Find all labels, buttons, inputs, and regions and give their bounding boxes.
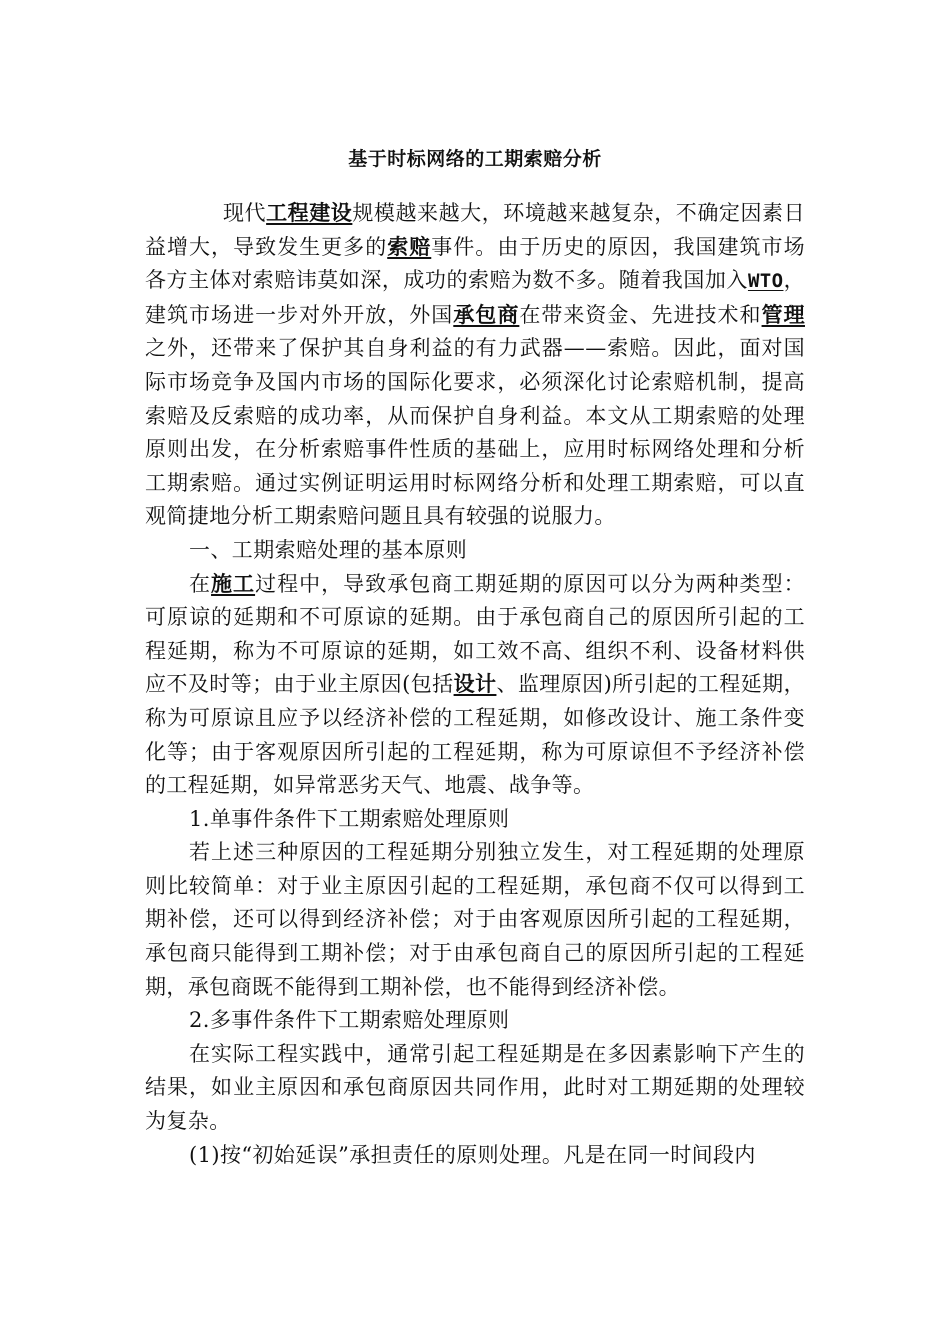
link-construction[interactable]: 施工: [211, 571, 256, 596]
subheading-multi-event: 2.多事件条件下工期索赔处理原则: [189, 1008, 510, 1033]
document-title: 基于时标网络的工期索赔分析: [348, 148, 602, 170]
link-management[interactable]: 管理: [761, 302, 805, 327]
link-wto[interactable]: WTO: [747, 270, 784, 293]
subheading-single-event: 1.单事件条件下工期索赔处理原则: [189, 806, 510, 831]
link-contractor[interactable]: 承包商: [453, 302, 520, 327]
section-heading-1: 一、工期索赔处理的基本原则: [189, 537, 468, 562]
intro-paragraph: 现代工程建设规模越来越大，环境越来越复杂，不确定因素日益增大，导致发生更多的索赔事件。由于历史的原因，我国建筑市场各方主体对索赔讳莫如深，成功的索赔为数不多。随着我国加入WTO，建筑市场进一步对外开放，外国承包商在带来资金、先进技术和管理之外，还带来了保护其自身利益的有力武器——索赔。因此，面对国际市场竞争及国内市场的国际化要求，必须深化讨论索赔机制，提高索赔及反索赔的成功率，从而保护自身利益。本文从工期索赔的处理原则出发，在分析索赔事件性质的基础上，应用时标网络处理和分析工期索赔。通过实例证明运用时标网络分析和处理工期索赔，可以直观简捷地分析工期索赔问题且具有较强的说服力。: [145, 201, 806, 529]
link-engineering-construction[interactable]: 工程建设: [266, 201, 353, 225]
single-event-paragraph: 若上述三种原因的工程延期分别独立发生，对工程延期的处理原则比较简单：对于业主原因引起的工程延期，承包商不仅可以得到工期补偿，还可以得到经济补偿；对于由客观原因所引起的工程延期，承包商只能得到工期补偿；对于由承包商自己的原因所引起的工程延期，承包商既不能得到工期补偿，也不能得到经济补偿。: [145, 840, 805, 999]
link-claim[interactable]: 索赔: [387, 234, 432, 259]
initial-delay-paragraph: (1)按“初始延误”承担责任的原则处理。凡是在同一时间段内: [189, 1142, 756, 1167]
link-design[interactable]: 设计: [453, 672, 497, 697]
principles-paragraph: 在施工过程中，导致承包商工期延期的原因可以分为两种类型：可原谅的延期和不可原谅的延期。由于承包商自己的原因所引起的工程延期，称为不可原谅的延期，如工效不高、组织不利、设备材料供应不及时等；由于业主原因(包括设计、监理原因)所引起的工程延期，称为可原谅且应予以经济补偿的工程延期，如修改设计、施工条件变化等；由于客观原因所引起的工程延期，称为可原谅但不予经济补偿的工程延期，如异常恶劣天气、地震、战争等。: [145, 571, 805, 798]
multi-event-paragraph: 在实际工程实践中，通常引起工程延期是在多因素影响下产生的结果，如业主原因和承包商原因共同作用，此时对工期延期的处理较为复杂。: [145, 1041, 805, 1134]
document-body: [145, 197, 805, 1172]
